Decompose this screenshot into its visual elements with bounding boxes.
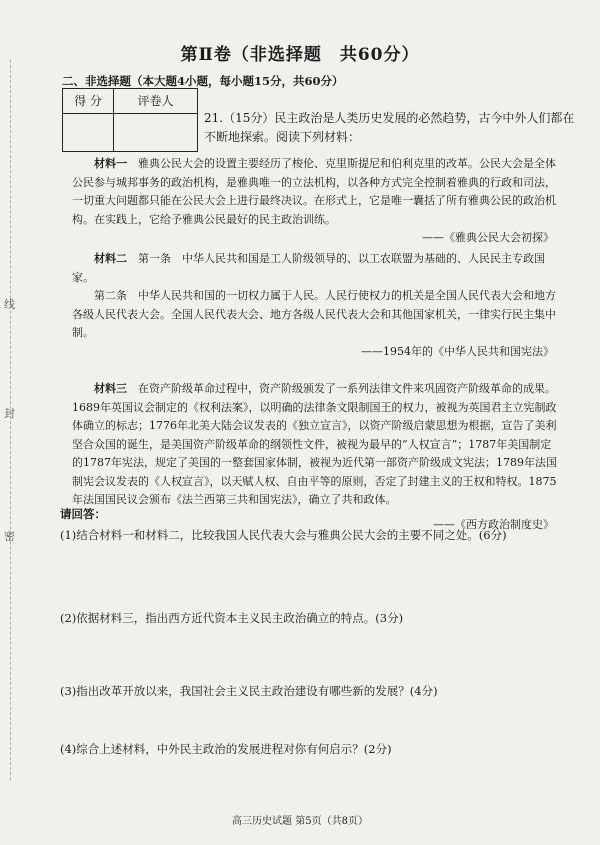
margin-mark-mi: 密 bbox=[4, 530, 15, 543]
material-1-label: 材料一 bbox=[94, 157, 127, 170]
material-1 bbox=[72, 155, 562, 248]
material-2-label: 材料二 bbox=[94, 252, 127, 265]
page-footer: 高三历史试题 第5页（共8页） bbox=[232, 816, 368, 827]
part-title: 第Ⅱ卷（非选择题 共60分） bbox=[180, 45, 420, 65]
question-21-line1: 21.（15分）民主政治是人类历史发展的必然趋势，古今中外人们都在 bbox=[204, 111, 575, 125]
material-2-source: ——1954年的《中华人民共和国宪法》 bbox=[361, 344, 554, 358]
material-2-article-2: 第二条 中华人民共和国的一切权力属于人民。人民行使权力的机关是全国人民代表大会和地方各级人民代表大会。全国人民代表大会、地方各级人民代表大会和其他国家机关，一律实行民主集中制。 bbox=[72, 289, 556, 339]
material-1-source: ——《雅典公民大会初探》 bbox=[422, 231, 554, 244]
material-2-article-1: 第一条 中华人民共和国是工人阶级领导的、以工农联盟为基础的、人民民主专政国家。 bbox=[72, 252, 545, 284]
question-21-stem bbox=[204, 109, 574, 147]
score-box-divider bbox=[63, 113, 197, 114]
score-header: 得 分 bbox=[63, 89, 114, 113]
score-box-column-divider bbox=[113, 113, 114, 151]
material-1-text: 雅典公民大会的设置主要经历了梭伦、克里斯提尼和伯利克里的改革。公民大会是全体公民参与城邦事务的政治机构，是雅典唯一的立法机构，以各种方式完全控制着雅典的行政和司法，一切重大问题都只能在公民大会上进行最终决议。在形式上，它是唯一囊括了所有雅典公民的政治机构。在实践上，它给予雅典公民最好的民主政治训练。 bbox=[72, 157, 556, 226]
material-3-source: ——《西方政治制度史》 bbox=[433, 517, 554, 531]
score-box bbox=[62, 88, 198, 152]
section-title: 二、非选择题（本大题4小题，每小题15分，共60分） bbox=[62, 74, 344, 88]
question-3: (3)指出改革开放以来，我国社会主义民主政治建设有哪些新的发展？(4分) bbox=[60, 684, 438, 698]
margin-mark-xian: 线 bbox=[4, 298, 15, 311]
question-1: (1)结合材料一和材料二，比较我国人民代表大会与雅典公民大会的主要不同之处。(6分) bbox=[60, 528, 507, 542]
material-3 bbox=[72, 380, 562, 534]
grader-header: 评卷人 bbox=[137, 94, 174, 108]
material-3-text: 在资产阶级革命过程中，资产阶级颁发了一系列法律文件来巩固资产阶级革命的成果。1689年英国议会制定的《权利法案》，以明确的法律条文限制国王的权力，被视为英国君主立宪制政体确立的标志；1776年北美大陆会议发表的《独立宣言》，以资产阶级启蒙思想为根据，宣告了美利坚合众国的诞生，是美国资产阶级革命的纲领性文件，被视为最早的“人权宣言”；1787年美国制定的1787年宪法，规定了美国的一整套国家体制，被视为近代第一部资产阶级成文宪法；1789年法国制宪会议发表的《人权宣言》，以天赋人权、自由平等的原则，否定了封建主义的王权和特权。1875年法国国民议会颁布《法兰西第三共和国宪法》，确立了共和政体。 bbox=[72, 382, 557, 506]
material-3-label: 材料三 bbox=[94, 382, 127, 395]
margin-mark-feng: 封 bbox=[4, 407, 15, 420]
question-2: (2)依据材料三，指出西方近代资本主义民主政治确立的特点。(3分) bbox=[60, 611, 404, 625]
answer-prompt: 请回答： bbox=[60, 507, 106, 521]
question-4: (4)综合上述材料，中外民主政治的发展进程对你有何启示？(2分) bbox=[60, 742, 392, 756]
question-21-line2: 不断地探索。阅读下列材料： bbox=[204, 130, 361, 144]
material-2 bbox=[72, 250, 562, 361]
